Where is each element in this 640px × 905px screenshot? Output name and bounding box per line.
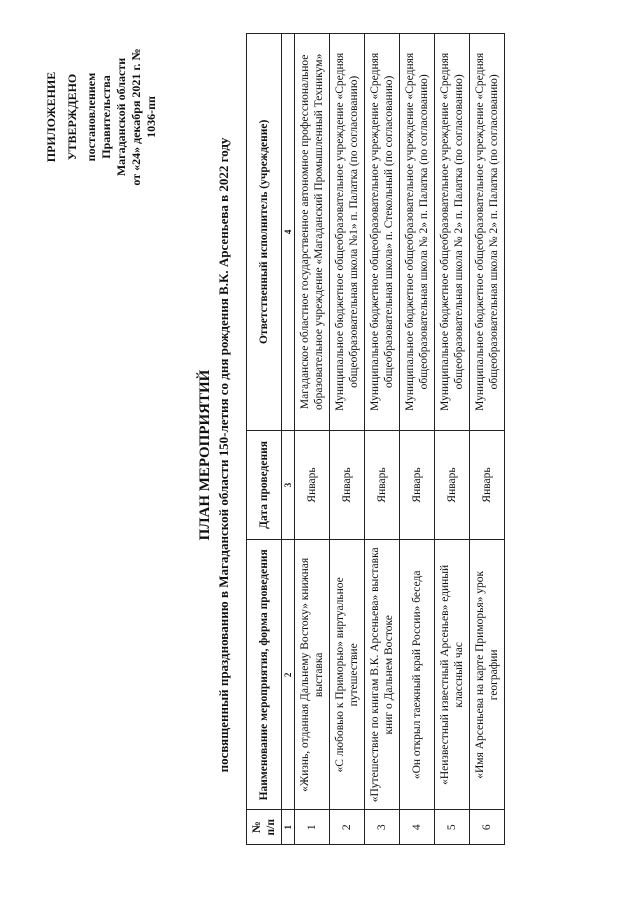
row-num: 6	[470, 810, 505, 845]
row-num: 3	[365, 810, 400, 845]
row-event-name: «Имя Арсеньева на карте Приморья» урок географии	[470, 540, 505, 810]
table-row	[295, 34, 330, 845]
row-responsible: Муниципальное бюджетное общеобразовательное учреждение «Средняя общеобразовательная школа № 2» п. Палатка (по согласованию)	[435, 34, 470, 431]
row-responsible: Муниципальное бюджетное общеобразовательное учреждение «Средняя общеобразовательная школа № 2» п. Палатка (по согласованию)	[470, 34, 505, 431]
table-row	[435, 34, 470, 845]
column-number-row	[282, 34, 295, 845]
row-num: 4	[400, 810, 435, 845]
row-num: 1	[295, 810, 330, 845]
approval-line-3: от «24» декабря 2021 г. № 1036-пп	[129, 48, 158, 186]
approval-line-1: постановлением Правительства	[84, 72, 113, 162]
column-number: 4	[282, 34, 295, 431]
row-num: 5	[435, 810, 470, 845]
events-table	[246, 33, 505, 845]
approved-label: УТВЕРЖДЕНО	[65, 73, 79, 161]
row-date: Январь	[330, 430, 365, 540]
row-responsible: Магаданское областное государственное автономное профессиональное образовательное учреждение «Магаданский Промышленный Техникум»	[295, 34, 330, 431]
row-responsible: Муниципальное бюджетное общеобразовательное учреждение «Средняя общеобразовательная школа» п. Стекольный (по согласованию)	[365, 34, 400, 431]
row-event-name: «Путешествие по книгам В.К. Арсеньева» выставка книг о Дальнем Востоке	[365, 540, 400, 810]
row-event-name: «С любовью к Приморью» виртуальное путешествие	[330, 540, 365, 810]
approval-stamp	[44, 37, 159, 197]
table-header-row	[247, 34, 282, 845]
row-responsible: Муниципальное бюджетное общеобразовательное учреждение «Средняя общеобразовательная школа № 2» п. Палатка (по согласованию)	[400, 34, 435, 431]
row-date: Январь	[295, 430, 330, 540]
row-date: Январь	[400, 430, 435, 540]
table-row	[365, 34, 400, 845]
column-number: 3	[282, 430, 295, 540]
column-number: 2	[282, 540, 295, 810]
header-num: № п/п	[247, 810, 282, 845]
header-responsible: Ответственный исполнитель (учреждение)	[247, 34, 282, 431]
row-date: Январь	[435, 430, 470, 540]
header-date: Дата проведения	[247, 430, 282, 540]
table-row	[470, 34, 505, 845]
row-num: 2	[330, 810, 365, 845]
plan-title: ПЛАН МЕРОПРИЯТИЙ	[197, 369, 213, 541]
appendix-label: ПРИЛОЖЕНИЕ	[44, 71, 58, 163]
table-row	[330, 34, 365, 845]
approval-line-2: Магаданской области	[114, 57, 128, 177]
column-number: 1	[282, 810, 295, 845]
row-date: Январь	[365, 430, 400, 540]
row-event-name: «Жизнь, отданная Дальнему Востоку» книжная выставка	[295, 540, 330, 810]
plan-heading	[196, 65, 232, 845]
row-event-name: «Он открыл таежный край России» беседа	[400, 540, 435, 810]
row-responsible: Муниципальное бюджетное общеобразовательное учреждение «Средняя общеобразовательная школа №1» п. Палатка (по согласованию)	[330, 34, 365, 431]
plan-subtitle: посвященный празднованию в Магаданской области 150-летия со дня рождения В.К. Арсеньева в 2022 году	[216, 137, 231, 773]
row-date: Январь	[470, 430, 505, 540]
table-row	[400, 34, 435, 845]
header-name: Наименование мероприятия, форма проведения	[247, 540, 282, 810]
row-event-name: «Неизвестный известный Арсеньев» единый классный час	[435, 540, 470, 810]
